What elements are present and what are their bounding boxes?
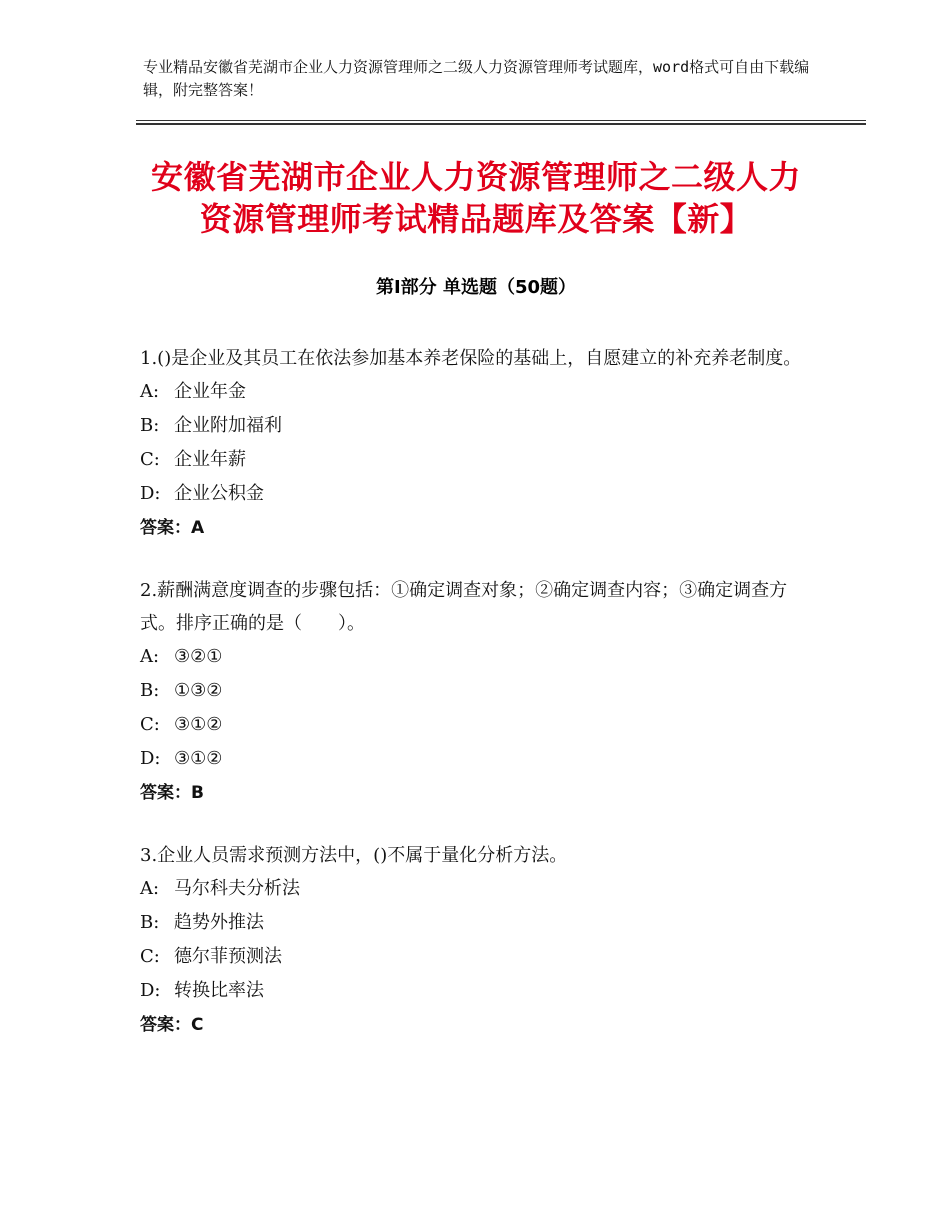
option-text: 企业附加福利 [174,415,282,436]
answer-line: 答案：C [140,1015,204,1035]
option-key: B: [140,912,160,933]
question-stem: 3.企业人员需求预测方法中，()不属于量化分析方法。 [140,845,568,866]
header-note: 专业精品安徽省芜湖市企业人力资源管理师之二级人力资源管理师考试题库，word格式可自由下载编辑，附完整答案！ [143,58,810,99]
option-key: C: [140,946,160,967]
answer-line: 答案：B [140,783,204,803]
header-divider-thin-line [136,120,866,121]
option-text: 企业年金 [174,381,246,402]
question-list [140,342,820,1071]
option-key: A: [140,878,160,899]
option-text: ③①② [174,748,223,769]
option-c [140,708,820,742]
question-stem: 2.薪酬满意度调查的步骤包括：①确定调查对象；②确定调查内容；③确定调查方式。排序正确的是（ ）。 [140,580,788,634]
option-text: 企业年薪 [174,449,246,470]
option-key: D: [140,980,161,1001]
option-text: ①③② [174,680,223,701]
header-divider-thick-line [136,123,866,125]
option-text: ③②① [174,646,223,667]
option-a [140,375,820,409]
option-text: 马尔科夫分析法 [174,878,300,899]
section-title: 第Ⅰ部分 单选题（50题） [375,277,576,298]
question-3 [140,839,820,1042]
option-text: 转换比率法 [174,980,264,1001]
option-text: 企业公积金 [174,483,264,504]
option-text: 趋势外推法 [174,912,264,933]
option-b [140,906,820,940]
option-key: B: [140,680,160,701]
option-b [140,674,820,708]
option-b [140,409,820,443]
option-a [140,640,820,674]
option-d [140,477,820,511]
question-stem: 1.()是企业及其员工在依法参加基本养老保险的基础上，自愿建立的补充养老制度。 [140,348,802,369]
option-key: D: [140,748,161,769]
document-title: 安徽省芜湖市企业人力资源管理师之二级人力资源管理师考试精品题库及答案【新】 [150,158,801,238]
option-key: A: [140,646,160,667]
question-2 [140,574,820,810]
option-key: C: [140,714,160,735]
option-key: B: [140,415,160,436]
option-a [140,872,820,906]
option-c [140,940,820,974]
option-text: 德尔菲预测法 [174,946,282,967]
option-text: ③①② [174,714,223,735]
option-key: D: [140,483,161,504]
answer-line: 答案：A [140,518,205,538]
header-divider [136,120,866,126]
option-c [140,443,820,477]
option-d [140,974,820,1008]
option-d [140,742,820,776]
option-key: C: [140,449,160,470]
option-key: A: [140,381,160,402]
question-1 [140,342,820,545]
